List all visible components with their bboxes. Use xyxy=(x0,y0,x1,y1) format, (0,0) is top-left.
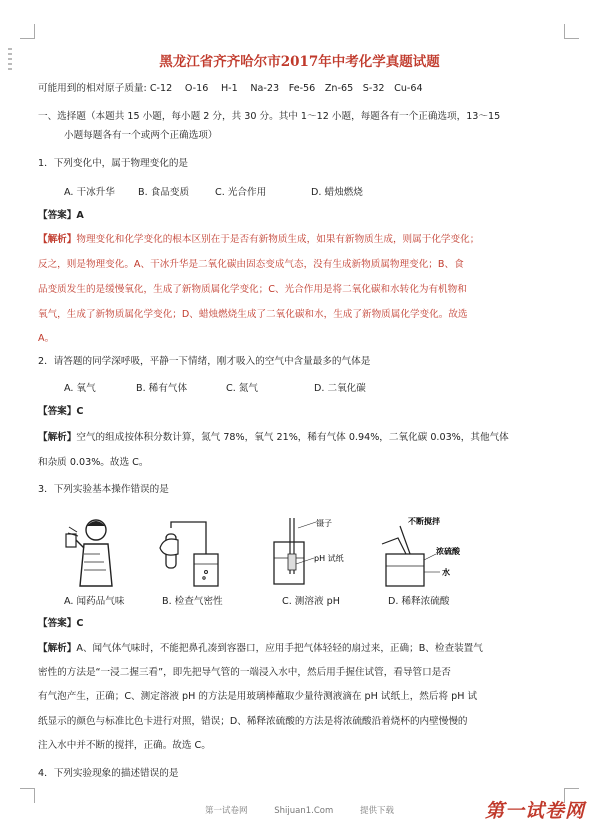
q2-analysis-line2: 和杂质 0.03%。故选 C。 xyxy=(38,457,149,468)
q3-analysis-line5: 注入水中并不断的搅拌，正确。故选 C。 xyxy=(38,740,211,751)
q1-analysis-line2: 反之，则是物理变化。A、干冰升华是二氧化碳由固态变成气态，没有生成新物质属物理变化；B、食 xyxy=(38,259,464,270)
q2-option-b: B. 稀有气体 xyxy=(136,383,188,394)
fig-label-stir: 不断搅拌 xyxy=(408,517,440,526)
fig-label-acid: 浓硫酸 xyxy=(436,547,460,556)
q1-analysis-text: 物理变化和化学变化的根本区别在于是否有新物质生成，如果有新物质生成，则属于化学变化； xyxy=(76,234,480,245)
q3-analysis-label: 【解析】 xyxy=(38,643,77,654)
q2-analysis-line1 xyxy=(38,431,566,444)
q3-analysis-line3: 有气泡产生，正确；C、测定溶液 pH 的方法是用玻璃棒蘸取少量待测液滴在 pH 试纸上，然后将 pH 试 xyxy=(38,691,478,702)
section-heading-line2: 小题每题各有一个或两个正确选项） xyxy=(64,130,218,141)
brand-logo: 第一试卷网 xyxy=(484,800,585,822)
atomic-masses: 可能用到的相对原子质量: C-12 O-16 H-1 Na-23 Fe-56 Zn-65 S-32 Cu-64 xyxy=(38,83,423,94)
q3-analysis-line2: 密性的方法是“一浸二握三看”，即先把导气管的一端浸入水中，然后用手握住试管，看导管口是否 xyxy=(38,667,451,678)
q2-analysis-text: 空气的组成按体积分数计算，氮气 78%，氧气 21%，稀有气体 0.94%，二氧化碳 0.03%，其他气体 xyxy=(76,432,509,443)
q4-stem: 4．下列实验现象的描述错误的是 xyxy=(38,768,179,779)
q3-option-c: C. 测溶液 pH xyxy=(282,596,340,607)
section-heading-line1: 一、选择题（本题共 15 小题，每小题 2 分，共 30 分。其中 1～12 小题，每题各有一个正确选项，13～15 xyxy=(38,111,501,122)
q2-answer-value: C xyxy=(76,406,84,417)
figure-airtightness-illustration xyxy=(156,514,222,588)
q1-analysis-line4: 氧气，生成了新物质属化学变化；D、蜡烛燃烧生成了二氧化碳和水，生成了新物质属化学变化。故选 xyxy=(38,309,468,320)
q1-analysis-line3: 品变质发生的是缓慢氧化，生成了新物质属化学变化；C、光合作用是将二氧化碳和水转化为有机物和 xyxy=(38,284,467,295)
q2-answer-label: 【答案】 xyxy=(38,406,77,417)
figure-dilution-illustration xyxy=(378,514,468,588)
q3-options xyxy=(64,593,449,607)
q1-analysis-line1 xyxy=(38,233,566,246)
q1-answer-label: 【答案】 xyxy=(38,210,77,221)
crop-mark-top-left xyxy=(20,24,35,39)
q2-option-c: C. 氮气 xyxy=(226,383,258,394)
q1-answer xyxy=(38,209,566,222)
q3-analysis-line1 xyxy=(38,642,566,655)
q3-answer-value: C xyxy=(76,618,84,629)
q1-option-c: C. 光合作用 xyxy=(215,187,267,198)
q2-options xyxy=(64,380,366,394)
q3-answer xyxy=(38,617,566,630)
figure-ph-test-illustration xyxy=(268,514,348,588)
q1-option-d: D. 蜡烛燃烧 xyxy=(311,187,363,198)
q2-option-d: D. 二氧化碳 xyxy=(314,383,366,394)
q1-analysis-line5: A。 xyxy=(38,333,55,344)
fig-label-tweezers: 镊子 xyxy=(316,519,332,528)
fig-label-ph-paper: pH 试纸 xyxy=(314,554,344,563)
q1-options xyxy=(64,184,363,198)
q3-stem: 3．下列实验基本操作错误的是 xyxy=(38,484,169,495)
footer-site-name: 第一试卷网 xyxy=(205,806,248,816)
fig-label-water: 水 xyxy=(442,568,450,577)
q3-analysis-text: A、闻气体气味时，不能把鼻孔凑到容器口，应用手把气体轻轻的扇过来，正确；B、检查装置气 xyxy=(76,643,483,654)
q1-option-a: A. 干冰升华 xyxy=(64,187,115,198)
q3-option-a: A. 闻药品气味 xyxy=(64,596,125,607)
crop-mark-bottom-left xyxy=(20,788,35,803)
q3-option-d: D. 稀释浓硫酸 xyxy=(388,596,450,607)
footer-site-url[interactable]: Shijuan1.Com xyxy=(274,806,334,816)
q3-analysis-line4: 纸显示的颜色与标准比色卡进行对照，错误；D、稀释浓硫酸的方法是将浓硫酸沿着烧杯的内壁慢慢的 xyxy=(38,716,468,727)
q1-answer-value: A xyxy=(76,210,84,221)
crop-mark-top-right xyxy=(564,24,579,39)
q2-analysis-label: 【解析】 xyxy=(38,432,77,443)
q3-option-b: B. 检查气密性 xyxy=(162,596,223,607)
q2-option-a: A. 氧气 xyxy=(64,383,96,394)
figure-smell-illustration xyxy=(60,514,122,588)
q1-stem: 1．下列变化中，属于物理变化的是 xyxy=(38,158,189,169)
q2-stem: 2．请答题的同学深呼吸，平静一下情绪，刚才吸入的空气中含量最多的气体是 xyxy=(38,356,371,367)
q3-answer-label: 【答案】 xyxy=(38,618,77,629)
q2-answer xyxy=(38,405,566,418)
footer-provide-download: 提供下载 xyxy=(359,806,394,816)
q1-option-b: B. 食品变质 xyxy=(138,187,190,198)
page-title: 黑龙江省齐齐哈尔市2017年中考化学真题试题 xyxy=(159,54,440,70)
q1-analysis-label: 【解析】 xyxy=(38,234,77,245)
